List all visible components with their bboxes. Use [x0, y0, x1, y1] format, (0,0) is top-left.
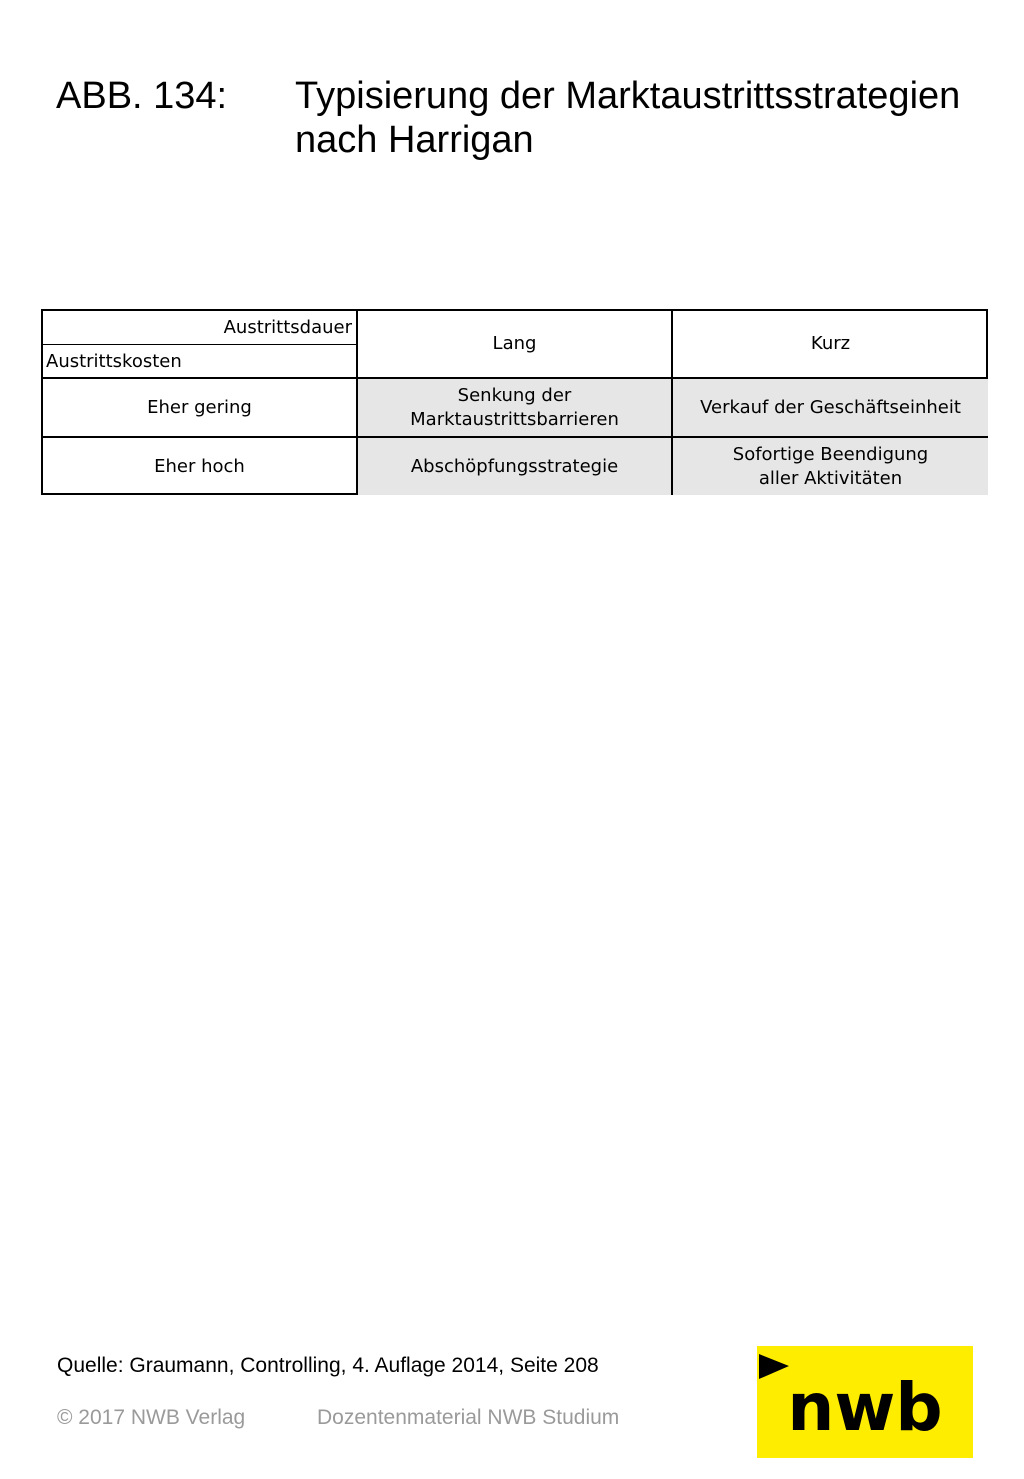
figure-number: ABB. 134:	[56, 75, 228, 117]
row-header-eher-gering: Eher gering	[147, 396, 252, 418]
figure-title-line-1: Typisierung der Marktaustrittsstrategien	[295, 75, 961, 117]
matrix-cell-hoch-lang: Abschöpfungsstrategie	[358, 438, 671, 495]
play-triangle-icon	[759, 1354, 789, 1379]
figure-title	[295, 74, 995, 162]
source-citation: Quelle: Graumann, Controlling, 4. Auflage 2014, Seite 208	[57, 1354, 599, 1377]
grid-divider-vertical-2	[671, 311, 673, 493]
matrix-cell-gering-kurz: Verkauf der Geschäftseinheit	[673, 379, 988, 436]
nwb-logo-graphic	[757, 1346, 973, 1458]
grid-divider-vertical-1	[356, 311, 358, 493]
nwb-logo-text: nwb	[787, 1369, 943, 1446]
figure-title-line-2: nach Harrigan	[295, 119, 534, 161]
corner-header-austrittskosten: Austrittskosten	[46, 350, 182, 372]
corner-header-austrittsdauer: Austrittsdauer	[223, 317, 352, 338]
matrix-cell-hoch-kurz: Sofortige Beendigung aller Aktivitäten	[673, 438, 988, 495]
matrix-cell-gering-lang: Senkung der Marktaustrittsbarrieren	[358, 379, 671, 436]
row-header-eher-hoch: Eher hoch	[154, 455, 245, 477]
grid-divider-horizontal-1	[43, 377, 986, 379]
strategy-matrix	[41, 309, 988, 495]
footer-copyright: © 2017 NWB Verlag	[57, 1406, 246, 1429]
footer-material: Dozentenmaterial NWB Studium	[317, 1406, 620, 1429]
column-header-lang: Lang	[492, 333, 537, 354]
nwb-logo	[757, 1346, 973, 1458]
grid-divider-horizontal-2	[43, 436, 986, 438]
column-header-kurz: Kurz	[810, 333, 851, 354]
